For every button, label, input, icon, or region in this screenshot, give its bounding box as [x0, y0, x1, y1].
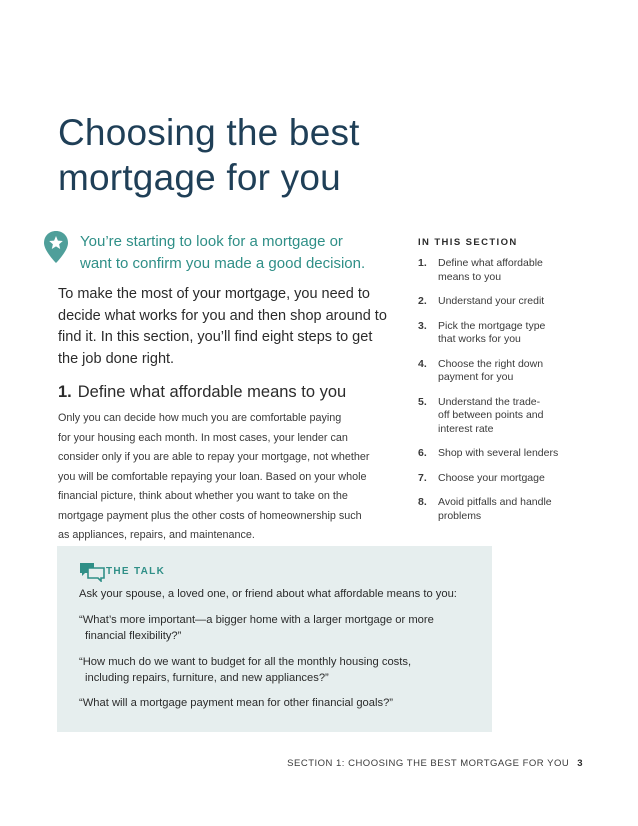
speech-bubbles-icon: [79, 562, 105, 582]
contents-item-4: [418, 358, 583, 385]
body-line: consider only if you are able to repay your mortgage, not whether: [58, 451, 370, 463]
contents-item-text: Understand your credit: [438, 295, 545, 307]
quote-line: financial flexibility?”: [85, 630, 182, 642]
step-heading-text: Define what affordable means to you: [77, 383, 347, 401]
contents-item-text: interest rate: [438, 422, 494, 435]
page-number: 3: [577, 758, 583, 769]
talk-label: THE TALK: [106, 566, 166, 577]
contents-item-text: Choose the right down: [438, 357, 544, 370]
contents-title: IN THIS SECTION: [418, 237, 518, 248]
contents-item-text: Choose your mortgage: [438, 471, 545, 484]
contents-item-5: [418, 396, 583, 437]
lead-line: the job done right.: [58, 350, 175, 367]
contents-item-text: problems: [438, 509, 482, 522]
contents-item-number: 7.: [418, 471, 427, 484]
contents-item-text: Avoid pitfalls and handle: [438, 496, 552, 508]
contents-item-text: off between points and: [438, 409, 544, 421]
step-1-heading: [58, 381, 346, 403]
the-talk-box: [57, 546, 492, 732]
page-footer: [287, 758, 583, 769]
star-marker-icon: [43, 230, 69, 264]
title-line: Choosing the best: [58, 112, 360, 153]
contents-item-3: [418, 320, 583, 347]
footer-section-title: SECTION 1: CHOOSING THE BEST MORTGAGE FOR YOU: [287, 758, 570, 769]
step-number: 1.: [58, 383, 72, 401]
contents-item-1: [418, 257, 583, 284]
contents-item-number: 5.: [418, 395, 427, 408]
talk-quote-3: [79, 695, 489, 711]
lead-line: To make the most of your mortgage, you need to: [58, 286, 370, 302]
contents-item-7: [418, 472, 583, 486]
quote-line: “How much do we want to budget for all the monthly housing costs,: [79, 656, 412, 668]
body-line: financial picture, think about whether you want to take on the: [58, 490, 348, 502]
body-line: as appliances, repairs, and maintenance.: [58, 529, 255, 541]
body-line: mortgage payment plus the other costs of homeownership such: [58, 509, 362, 522]
intro-line: want to confirm you made a good decision.: [80, 255, 366, 272]
contents-item-number: 8.: [418, 496, 427, 508]
talk-quote-2: [79, 654, 489, 686]
talk-intro: Ask your spouse, a loved one, or friend about what affordable means to you:: [79, 588, 457, 600]
page-title: [58, 110, 360, 200]
body-line: for your housing each month. In most cases, your lender can: [58, 431, 348, 444]
contents-item-number: 1.: [418, 257, 427, 269]
intro-callout: [80, 231, 410, 275]
lead-paragraph: [58, 284, 398, 370]
title-line: mortgage for you: [58, 157, 341, 198]
contents-item-6: [418, 447, 583, 461]
contents-item-text: Define what affordable: [438, 257, 543, 269]
contents-item-8: [418, 496, 583, 523]
contents-item-number: 6.: [418, 447, 427, 459]
body-line: you will be comfortable repaying your loan. Based on your whole: [58, 470, 367, 483]
contents-item-number: 2.: [418, 295, 427, 307]
contents-item-text: Shop with several lenders: [438, 447, 559, 459]
contents-item-text: payment for you: [438, 371, 514, 383]
lead-line: find it. In this section, you’ll find eight steps to get: [58, 329, 373, 345]
talk-quote-1: [79, 612, 489, 644]
contents-item-number: 4.: [418, 357, 427, 370]
contents-item-text: means to you: [438, 270, 502, 283]
contents-item-text: Understand the trade-: [438, 395, 541, 408]
contents-item-2: [418, 295, 583, 309]
intro-line: You’re starting to look for a mortgage or: [80, 233, 343, 250]
contents-item-text: that works for you: [438, 333, 521, 345]
contents-item-number: 3.: [418, 319, 427, 332]
quote-line: including repairs, furniture, and new appliances?”: [85, 672, 329, 684]
lead-line: decide what works for you and then shop around to: [58, 307, 387, 324]
body-line: Only you can decide how much you are comfortable paying: [58, 412, 342, 424]
step-1-body: [58, 409, 408, 546]
contents-item-text: Pick the mortgage type: [438, 319, 546, 332]
quote-line: “What will a mortgage payment mean for other financial goals?”: [79, 697, 394, 709]
section-contents: [418, 237, 583, 523]
quote-line: “What’s more important—a bigger home with a larger mortgage or more: [79, 614, 434, 626]
